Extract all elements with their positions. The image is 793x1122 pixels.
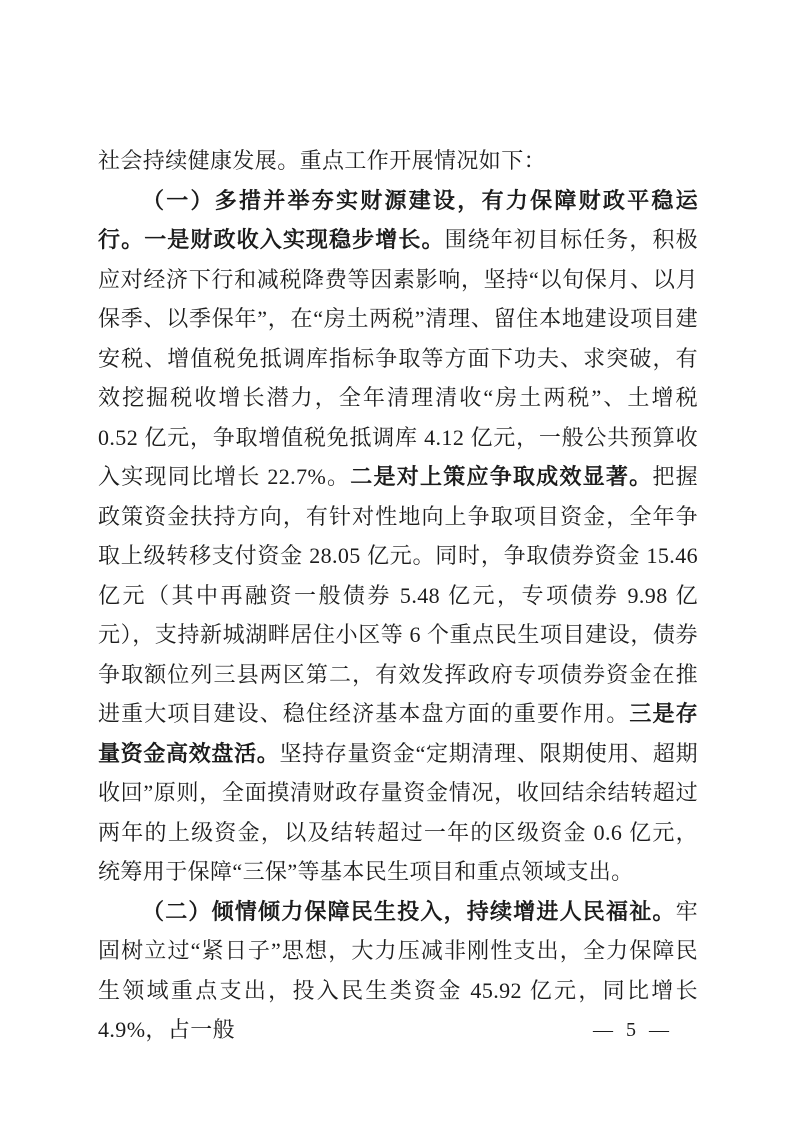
point-3-heading-run: 三是存量资金高效盘活。: [98, 701, 698, 766]
paragraph-intro-continuation: [98, 141, 698, 181]
section-2-heading-run: （二）倾情倾力保障民生投入，持续增进人民福祉。: [142, 898, 676, 924]
document-body: [98, 141, 698, 1050]
text-run: 社会持续健康发展。重点工作开展情况如下：: [98, 148, 547, 173]
text-run: 围绕年初目标任务，积极应对经济下行和减税降费等因素影响，坚持“以旬保月、以月保季、以季保年”，在“房土两税”清理、留住本地建设项目建安税、增值税免抵调库指标争取等方面下功夫、求突破，有效挖掘税收增长潜力，全年清理清收“房土两税”、土增税 0.52 亿元，争取增值税免抵调库 4.12 亿元，一般公共预算收入实现同比增长 22.7%。: [98, 227, 698, 489]
section-1-heading-run: （一）多措并举夯实财源建设，有力保障财政平稳运行。一是财政收入实现稳步增长。: [98, 187, 698, 252]
point-2-heading-run: 二是对上策应争取成效显著。: [350, 464, 653, 489]
paragraph-section-1: [98, 181, 698, 892]
text-run: 坚持存量资金“定期清理、限期使用、超期收回”原则，全面摸清财政存量资金情况，收回结余结转超过两年的上级资金，以及结转超过一年的区级资金 0.6 亿元，统筹用于保障“三保”等基本民生项目和重点领域支出。: [98, 740, 698, 884]
text-run: 把握政策资金扶持方向，有针对性地向上争取项目资金，全年争取上级转移支付资金 28.05 亿元。同时，争取债券资金 15.46 亿元（其中再融资一般债券 5.48 亿元，专项债券 9.98 亿元），支持新城湖畔居住小区等 6 个重点民生项目建设，债券争取额位列三县两区第二，有效发挥政府专项债券资金在推进重大项目建设、稳住经济基本盘方面的重要作用。: [98, 464, 698, 726]
text-run: 牢固树立过“紧日子”思想，大力压减非刚性支出，全力保障民生领域重点支出，投入民生类资金 45.92 亿元，同比增长 4.9%，占一般: [98, 898, 698, 1042]
page-number: — 5 —: [593, 1019, 673, 1041]
